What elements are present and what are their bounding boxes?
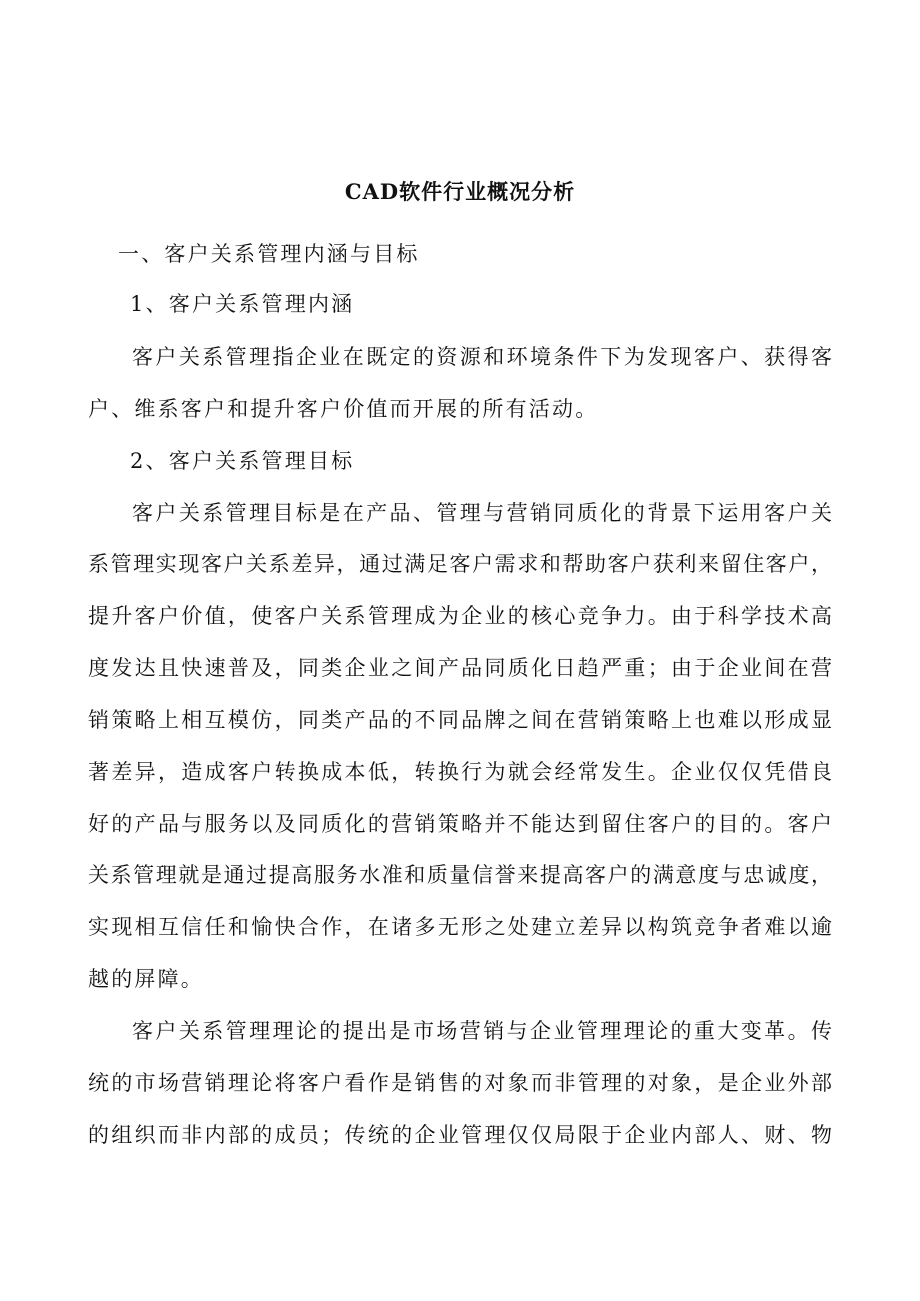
paragraph-line: 关系管理就是通过提高服务水准和质量信誉来提高客户的满意度与忠诚度， (88, 863, 832, 887)
paragraph-line: 户、维系客户和提升客户价值而开展的所有活动。 (88, 397, 599, 421)
paragraph-line: 销策略上相互模仿，同类产品的不同品牌之间在营销策略上也难以形成显 (88, 708, 832, 732)
paragraph-line: 客户关系管理理论的提出是市场营销与企业管理理论的重大变革。传 (132, 1019, 832, 1043)
paragraph-line: 统的市场营销理论将客户看作是销售的对象而非管理的对象，是企业外部 (88, 1071, 832, 1095)
document-title: CAD软件行业概况分析 (344, 179, 576, 204)
paragraph-line: 度发达且快速普及，同类企业之间产品同质化日趋严重；由于企业间在营 (88, 656, 832, 680)
section-heading: 一、客户关系管理内涵与目标 (118, 242, 420, 266)
paragraph-line: 提升客户价值，使客户关系管理成为企业的核心竞争力。由于科学技术高 (88, 604, 832, 628)
paragraph-line: 客户关系管理指企业在既定的资源和环境条件下为发现客户、获得客 (132, 345, 832, 369)
paragraph-line: 著差异，造成客户转换成本低，转换行为就会经常发生。企业仅仅凭借良 (88, 760, 832, 784)
paragraph-line: 实现相互信任和愉快合作，在诸多无形之处建立差异以构筑竞争者难以逾 (88, 915, 832, 939)
subsection-heading: 1、客户关系管理内涵 (130, 292, 355, 316)
paragraph-line: 系管理实现客户关系差异，通过满足客户需求和帮助客户获利来留住客户， (88, 552, 832, 576)
paragraph-line: 的组织而非内部的成员；传统的企业管理仅仅局限于企业内部人、财、物 (88, 1123, 832, 1147)
paragraph-line: 好的产品与服务以及同质化的营销策略并不能达到留住客户的目的。客户 (88, 812, 832, 836)
paragraph-line: 越的屏障。 (88, 967, 204, 991)
subsection-heading: 2、客户关系管理目标 (130, 449, 355, 473)
paragraph-line: 客户关系管理目标是在产品、管理与营销同质化的背景下运用客户关 (132, 501, 832, 525)
